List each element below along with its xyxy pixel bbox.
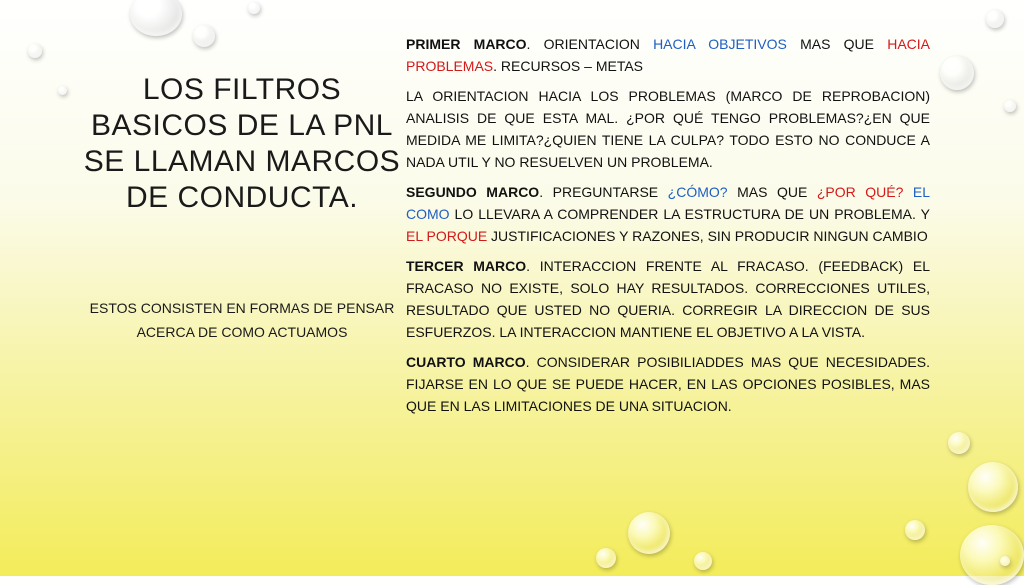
highlight-red: HACIA PROBLEMAS [406, 36, 930, 74]
water-drop [248, 2, 260, 14]
water-drop [193, 25, 215, 47]
heading-segundo-marco: SEGUNDO MARCO [406, 184, 540, 200]
highlight-blue: HACIA OBJETIVOS [653, 36, 787, 52]
heading-tercer-marco: TERCER MARCO [406, 258, 527, 274]
highlight-red: ¿POR QUÉ? [816, 184, 904, 200]
paragraph-cuarto-marco [406, 351, 930, 417]
text: LO LLEVARA A COMPRENDER LA ESTRUCTURA DE UN PROBLEMA. Y [449, 206, 930, 222]
text: JUSTIFICACIONES Y RAZONES, SIN PRODUCIR NINGUN CAMBIO [487, 228, 928, 244]
water-drop [130, 0, 182, 36]
highlight-blue: ¿CÓMO? [667, 184, 728, 200]
text: . ORIENTACION [526, 36, 654, 52]
slide-subtitle: ESTOS CONSISTEN EN FORMAS DE PENSAR ACERCA DE COMO ACTUAMOS [89, 300, 395, 340]
water-drop [628, 512, 670, 554]
text [903, 184, 913, 200]
highlight-red: EL PORQUE [406, 228, 488, 244]
content-body [406, 33, 930, 425]
water-drop [596, 548, 616, 568]
water-drop [940, 56, 974, 90]
paragraph-reprobacion: LA ORIENTACION HACIA LOS PROBLEMAS (MARCO DE REPROBACION) ANALISIS DE QUE ESTA MAL. ¿POR QUÉ TENGO PROBLEMAS?¿EN QUE MEDIDA ME LIMITA?¿QUIEN TIENE LA CULPA? TODO ESTO NO CONDUCE A NADA UTIL Y NO RESUELVEN UN PROBLEMA. [406, 88, 930, 170]
text: . INTERACCION FRENTE AL FRACASO. (FEEDBACK) EL FRACASO NO EXISTE, SOLO HAY RESULTADOS. CORRECCIONES UTILES, RESULTADO QUE USTED NO QUERIA. CORREGIR LA DIRECCION DE SUS ESFUERZOS. LA INTERACCION MANTIENE EL OBJETIVO A LA VISTA. [406, 258, 931, 340]
water-drop [1000, 556, 1010, 566]
water-drop [948, 432, 970, 454]
water-drop [960, 525, 1024, 585]
water-drop [986, 10, 1004, 28]
text: MAS QUE [786, 36, 888, 52]
text: . RECURSOS – METAS [493, 58, 644, 74]
text: MAS QUE [727, 184, 817, 200]
paragraph-segundo-marco [406, 181, 930, 247]
water-drop [968, 462, 1018, 512]
water-drop [905, 520, 925, 540]
paragraph-tercer-marco [406, 255, 930, 343]
water-drop [58, 86, 67, 95]
heading-primer-marco: PRIMER MARCO [406, 36, 527, 52]
text: . CONSIDERAR POSIBILIADDES MAS QUE NECESIDADES. FIJARSE EN LO QUE SE PUEDE HACER, EN LAS OPCIONES POSIBLES, MAS QUE EN LAS LIMITACIONES DE UNA SITUACION. [406, 354, 930, 414]
text: . PREGUNTARSE [539, 184, 668, 200]
water-drop [1004, 100, 1016, 112]
paragraph-primer-marco [406, 33, 930, 77]
water-drop [28, 44, 42, 58]
water-drop [694, 552, 712, 570]
slide-title: LOS FILTROS BASICOS DE LA PNL SE LLAMAN MARCOS DE CONDUCTA. [83, 73, 401, 214]
heading-cuarto-marco: CUARTO MARCO [406, 354, 526, 370]
highlight-blue: EL COMO [406, 184, 931, 222]
